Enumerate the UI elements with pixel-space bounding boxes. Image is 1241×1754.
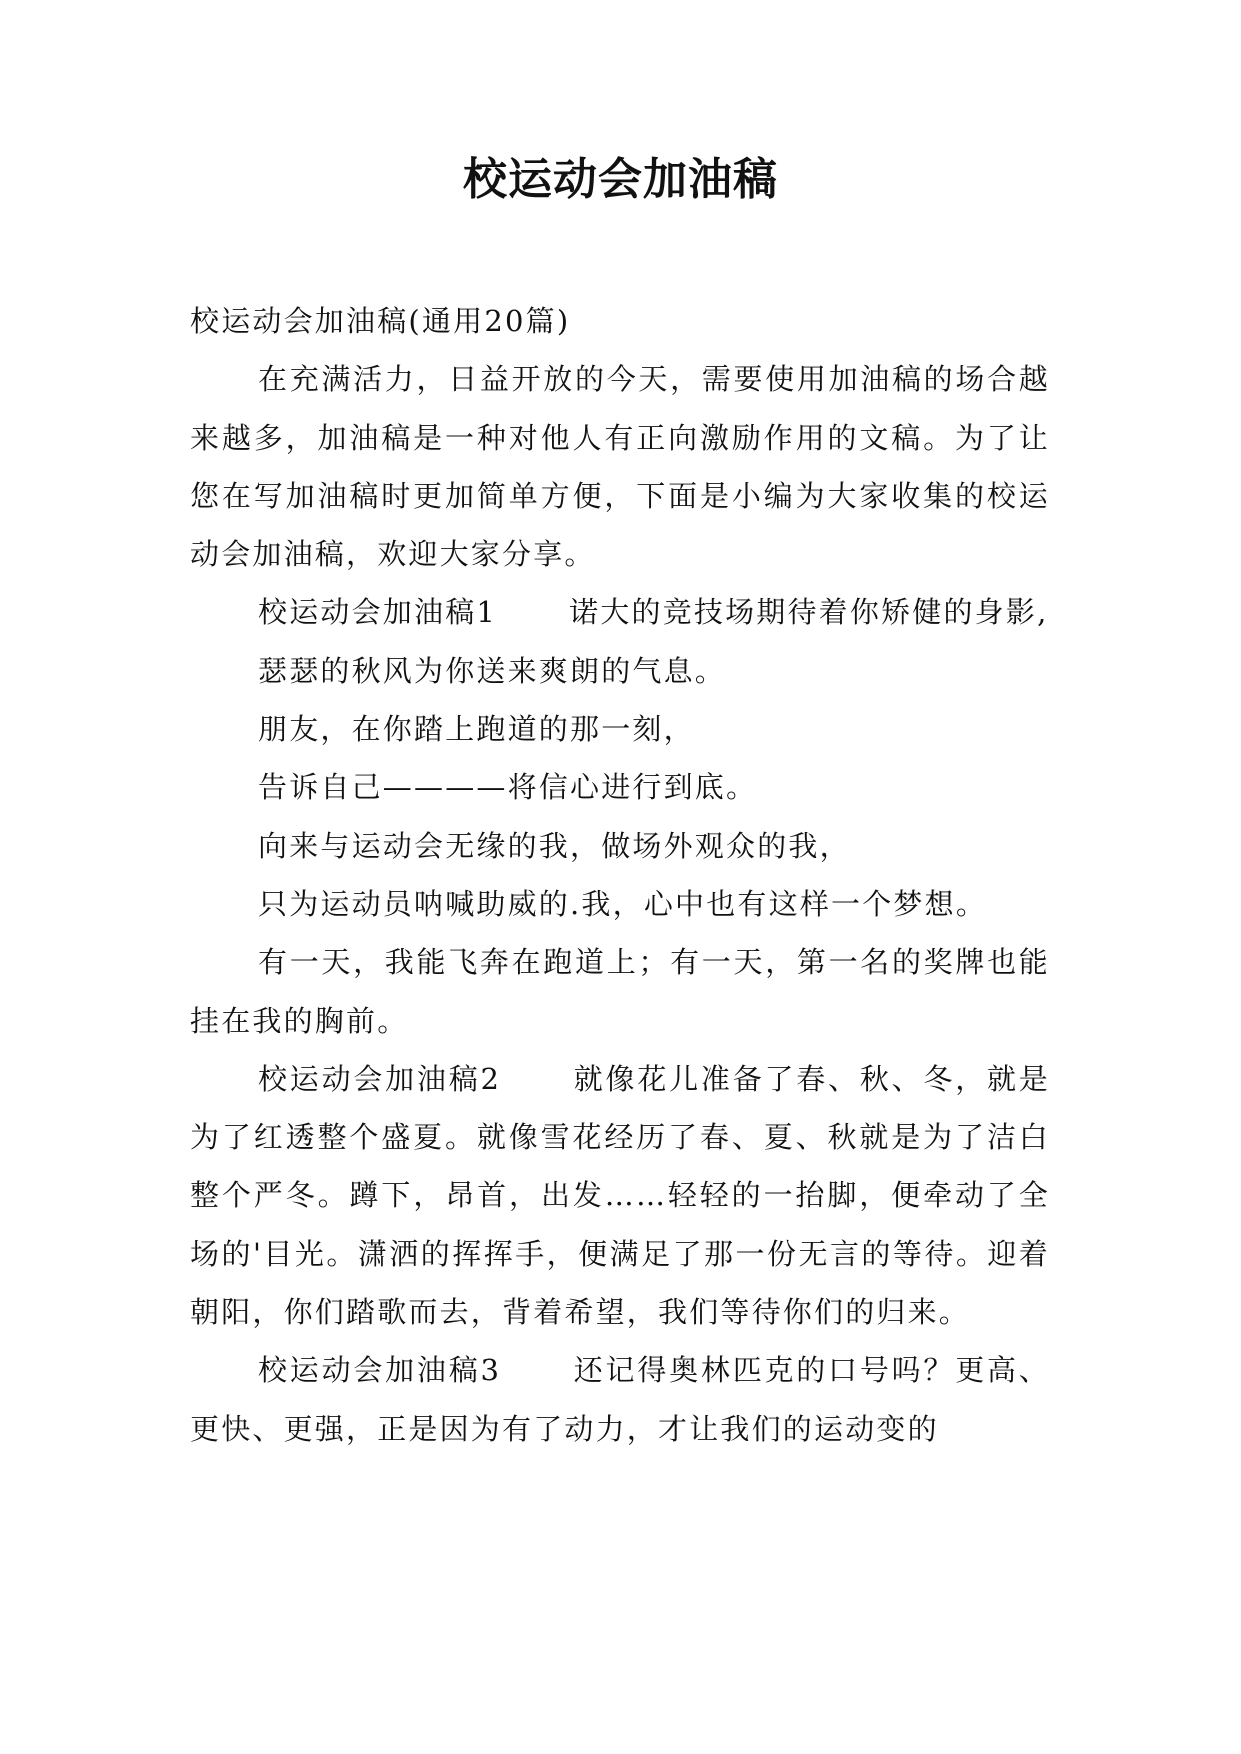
section-1-line-4: 向来与运动会无缘的我，做场外观众的我， [258,828,851,863]
document-title: 校运动会加油稿 [463,154,778,205]
document-body [190,292,1050,1458]
section-3-heading: 校运动会加油稿3 [258,1353,502,1388]
section-1-line-6: 有一天，我能飞奔在跑道上；有一天，第一名的奖牌也能挂在我的胸前。 [190,945,1050,1038]
section-1-paragraph [190,583,1050,641]
section-3-text: 还记得奥林匹克的口号吗？更高、更快、更强，正是因为有了动力，才让我们的运动变的 [190,1353,1050,1446]
section-3-paragraph [190,1341,1050,1458]
section-2-text: 就像花儿准备了春、秋、冬，就是为了红透整个盛夏。就像雪花经历了春、夏、秋就是为了洁白整个严冬。蹲下，昂首，出发……轻轻的一抬脚，便牵动了全场的'目光。潇洒的挥挥手，便满足了那一份无言的等待。迎着朝阳，你们踏歌而去，背着希望，我们等待你们的归来。 [190,1061,1050,1330]
section-1-line-3: 告诉自己————将信心进行到底。 [258,770,758,805]
section-1-line-5: 只为运动员呐喊助威的.我，心中也有这样一个梦想。 [258,886,988,921]
document-subtitle: 校运动会加油稿(通用20篇) [190,304,571,338]
section-1-line-1: 瑟瑟的秋风为你送来爽朗的气息。 [258,653,727,688]
section-1-opening: 诺大的竞技场期待着你矫健的身影, [569,595,1049,630]
section-2-paragraph [190,1050,1050,1341]
section-1-line-2: 朋友，在你踏上跑道的那一刻， [258,712,695,747]
section-2-heading: 校运动会加油稿2 [258,1061,502,1096]
section-1-heading: 校运动会加油稿1 [258,595,498,630]
intro-paragraph: 在充满活力，日益开放的今天，需要使用加油稿的场合越来越多，加油稿是一种对他人有正向激励作用的文稿。为了让您在写加油稿时更加简单方便，下面是小编为大家收集的校运动会加油稿，欢迎大家分享。 [190,362,1050,572]
